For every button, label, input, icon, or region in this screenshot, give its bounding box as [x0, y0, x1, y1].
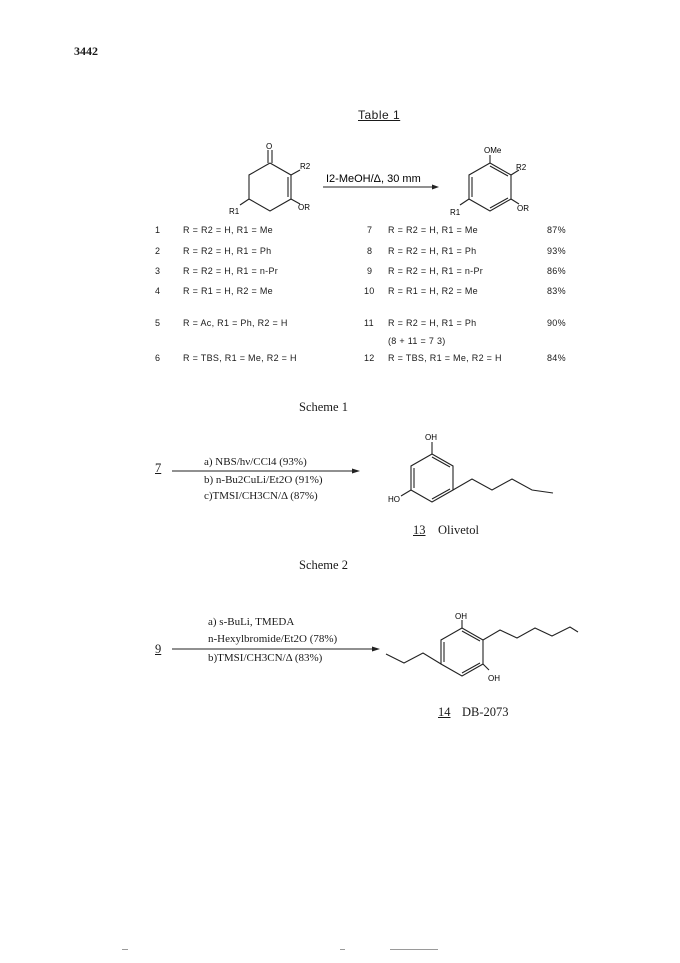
row-left-number: 3	[155, 266, 161, 276]
reactant-r2-label: R2	[300, 162, 311, 171]
scheme2-step-a: a) s-BuLi, TMEDA	[208, 616, 295, 628]
row-yield: 93%	[547, 246, 566, 256]
scheme1-start-compound: 7	[155, 461, 162, 475]
row-yield: 84%	[547, 353, 566, 363]
scheme1-title: Scheme 1	[299, 400, 348, 414]
scan-mark	[122, 949, 128, 950]
scheme2-product-number: 14	[438, 705, 451, 719]
scheme2-title: Scheme 2	[299, 558, 348, 572]
table-reaction-condition: I2-MeOH/Δ, 30 mm	[326, 173, 421, 185]
row-left-substituents: R = R2 = H, R1 = Ph	[183, 246, 272, 256]
row-right-substituents: R = R1 = H, R2 = Me	[388, 286, 478, 296]
row-yield: 90%	[547, 318, 566, 328]
scheme2-step-b: b)TMSI/CH3CN/Δ (83%)	[208, 652, 323, 664]
scheme1-product-name: Olivetol	[438, 523, 479, 537]
scheme1-step-c: c)TMSI/CH3CN/Δ (87%)	[204, 490, 318, 502]
row-left-number: 4	[155, 286, 161, 296]
page-number: 3442	[74, 44, 98, 58]
row-right-substituents: R = R2 = H, R1 = Ph	[388, 318, 477, 328]
row-left-number: 5	[155, 318, 161, 328]
product-or-label: OR	[517, 204, 529, 213]
row-left-substituents: R = TBS, R1 = Me, R2 = H	[183, 353, 297, 363]
scheme2-step-a-cont: n-Hexylbromide/Et2O (78%)	[208, 633, 338, 645]
db2073-oh-bottom-label: OH	[488, 674, 500, 683]
scan-mark	[340, 949, 345, 950]
row-right-substituents: R = R2 = H, R1 = Me	[388, 225, 478, 235]
table-reaction-diagram	[0, 0, 680, 240]
row-right-number: 9	[367, 266, 373, 276]
row-right-number: 11	[364, 318, 374, 328]
row-yield: 83%	[547, 286, 566, 296]
scheme1-diagram	[0, 420, 680, 520]
olivetol-oh-label: OH	[425, 433, 437, 442]
row-right-substituents: R = TBS, R1 = Me, R2 = H	[388, 353, 502, 363]
olivetol-structure	[401, 442, 553, 502]
reactant-ketone-o: O	[266, 142, 273, 151]
row-note: (8 + 11 = 7 3)	[388, 336, 446, 346]
scheme2-product-name: DB-2073	[462, 705, 509, 719]
row-right-number: 7	[367, 225, 373, 235]
row-yield: 87%	[547, 225, 566, 235]
scheme1-step-b: b) n-Bu2CuLi/Et2O (91%)	[204, 474, 323, 486]
row-left-substituents: R = Ac, R1 = Ph, R2 = H	[183, 318, 288, 328]
table-title: Table 1	[358, 108, 401, 122]
row-left-substituents: R = R2 = H, R1 = n-Pr	[183, 266, 279, 276]
row-right-number: 8	[367, 246, 373, 256]
product-r2-label: R2	[516, 163, 527, 172]
product-r1-label: R1	[450, 208, 461, 217]
db2073-oh-top-label: OH	[455, 612, 467, 621]
olivetol-ho-label: HO	[388, 495, 400, 504]
reactant-structure	[240, 150, 300, 211]
scheme2-diagram	[0, 600, 680, 700]
row-right-number: 10	[364, 286, 375, 296]
row-left-substituents: R = R2 = H, R1 = Me	[183, 225, 273, 235]
reactant-r1-label: R1	[229, 207, 240, 216]
row-left-number: 2	[155, 246, 161, 256]
reactant-or-label: OR	[298, 203, 310, 212]
row-right-substituents: R = R2 = H, R1 = Ph	[388, 246, 477, 256]
product-ome-label: OMe	[484, 146, 502, 155]
row-yield: 86%	[547, 266, 566, 276]
row-left-number: 6	[155, 353, 161, 363]
product-structure	[460, 155, 519, 211]
scheme1-step-a: a) NBS/hν/CCl4 (93%)	[204, 456, 307, 468]
db2073-structure	[386, 620, 578, 676]
row-left-number: 1	[155, 225, 161, 235]
row-right-substituents: R = R2 = H, R1 = n-Pr	[388, 266, 484, 276]
row-left-substituents: R = R1 = H, R2 = Me	[183, 286, 273, 296]
row-right-number: 12	[364, 353, 375, 363]
scan-mark	[390, 949, 438, 950]
scheme1-product-number: 13	[413, 523, 426, 537]
scheme2-start-compound: 9	[155, 642, 162, 656]
